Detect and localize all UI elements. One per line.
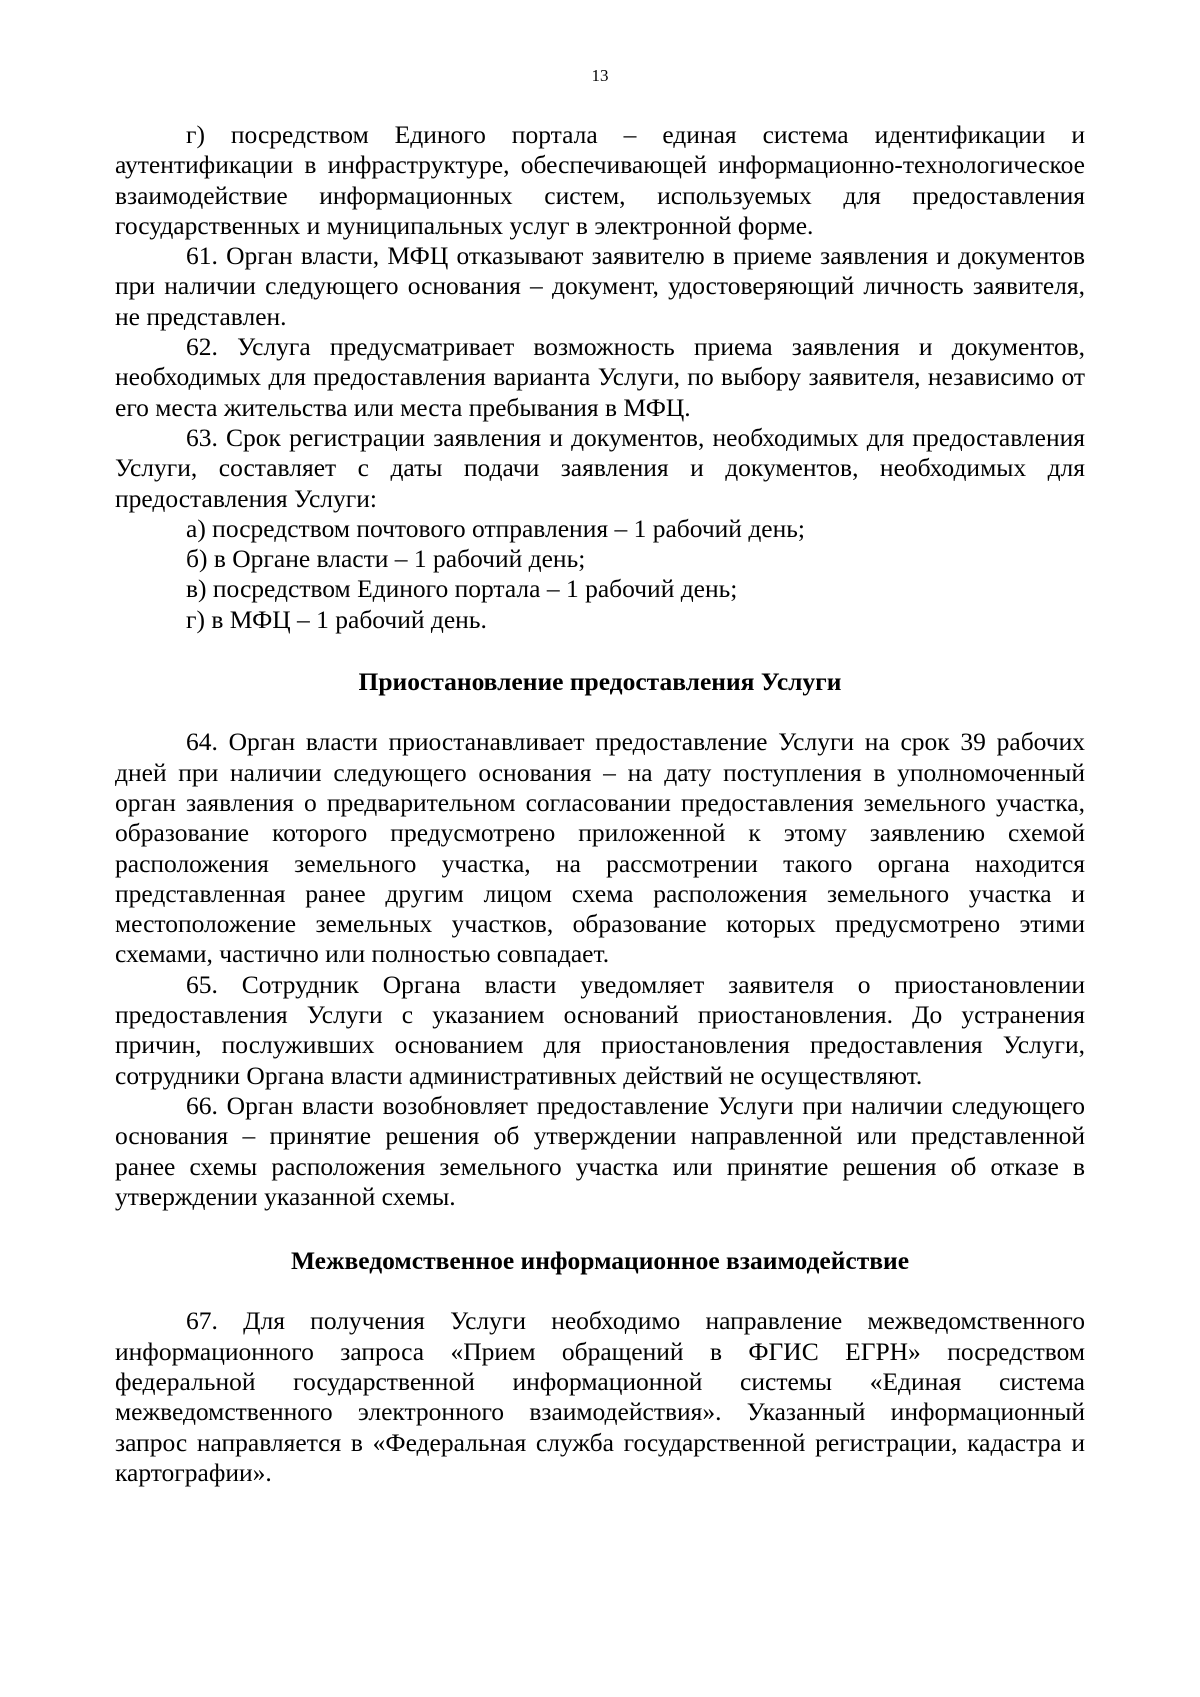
paragraph-60g: г) посредством Единого портала – единая система идентификации и аутентификации в инфраструктуре, обеспечивающей информационно-технологическое взаимодействие информационных систем, используемых для предоставления государственных и муниципальных услуг в электронной форме. <box>115 120 1085 240</box>
section-heading-interagency: Межведомственное информационное взаимодействие <box>290 1246 910 1276</box>
list-item-b: б) в Органе власти – 1 рабочий день; <box>186 544 586 574</box>
paragraph-62: 62. Услуга предусматривает возможность приема заявления и документов, необходимых для предоставления варианта Услуги, по выбору заявителя, независимо от его места жительства или места пребывания в МФЦ. <box>115 332 1085 422</box>
paragraph-64: 64. Орган власти приостанавливает предоставление Услуги на срок 39 рабочих дней при наличии следующего основания – на дату поступления в уполномоченный орган заявления о предварительном согласовании предоставления земельного участка, образование которого предусмотрено приложенной к этому заявлению схемой расположения земельного участка, на рассмотрении такого органа находится представленная ранее другим лицом схема расположения земельного участка и местоположение земельных участков, образование которых предусмотрено этими схемами, частично или полностью совпадает. <box>115 727 1085 969</box>
list-item-v: в) посредством Единого портала – 1 рабочий день; <box>186 574 738 604</box>
paragraph-63: 63. Срок регистрации заявления и документов, необходимых для предоставления Услуги, составляет с даты подачи заявления и документов, необходимых для предоставления Услуги: <box>115 422 1085 513</box>
paragraph-67: 67. Для получения Услуги необходимо направление межведомственного информационного запроса «Прием обращений в ФГИС ЕГРН» посредством федеральной государственной информационной системы «Единая система межведомственного электронного взаимодействия». Указанный информационный запрос направляется в «Федеральная служба государственной регистрации, кадастра и картографии». <box>115 1306 1085 1487</box>
paragraph-61: 61. Орган власти, МФЦ отказывают заявителю в приеме заявления и документов при наличии следующего основания – документ, удостоверяющий личность заявителя, не представлен. <box>115 241 1085 331</box>
page-number: 13 <box>591 66 609 85</box>
paragraph-66: 66. Орган власти возобновляет предоставление Услуги при наличии следующего основания – принятие решения об утверждении направленной или представленной ранее схемы расположения земельного участка или принятие решения об отказе в утверждении указанной схемы. <box>115 1090 1085 1211</box>
list-item-a: а) посредством почтового отправления – 1 рабочий день; <box>186 513 805 543</box>
list-item-g: г) в МФЦ – 1 рабочий день. <box>186 604 487 634</box>
paragraph-65: 65. Сотрудник Органа власти уведомляет заявителя о приостановлении предоставления Услуги с указанием оснований приостановления. До устранения причин, послуживших основанием для приостановления предоставления Услуги, сотрудники Органа власти административных действий не осуществляют. <box>115 969 1085 1090</box>
section-heading-suspension: Приостановление предоставления Услуги <box>358 667 842 697</box>
document-body <box>115 120 1085 1488</box>
